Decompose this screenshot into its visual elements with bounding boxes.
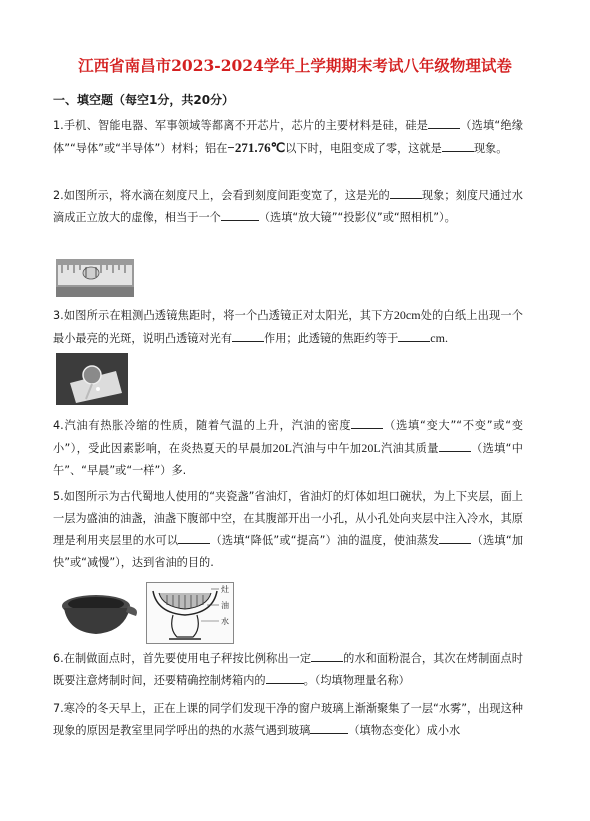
answer-blank[interactable] [232,329,264,342]
question-6: 6.在制做面点时，首先要使用电子秤按比例称出一定 的水和面粉混合，其次在烤制面点时既要注意烤制时间，还要精确控制烤箱内的 。（均填物理量名称） [53,648,523,692]
answer-blank[interactable] [442,139,474,152]
question-number: 1. [53,119,64,132]
temperature-value: −271.76℃ [227,140,286,155]
ruler-water-drop-figure [56,259,134,297]
question-number: 6. [53,652,64,665]
answer-blank[interactable] [310,721,348,734]
volume-value: 20L [361,441,381,455]
answer-blank[interactable] [178,531,210,544]
answer-blank[interactable] [390,186,422,199]
question-5: 5.如图所示为古代蜀地人使用的“夹瓷盏”省油灯，省油灯的灯体如坦口碗状，为上下夹层，面上一层为盛油的油盏，油盏下腹部中空，在其腹部开出一小孔，从小孔处向夹层中注入冷水，其原理是利用夹层里的水可以 （选填“降低”或“提高”）油的温度，使油蒸发 （选填“加快”或“减慢”），达到省油的目的. [53,490,524,569]
answer-blank[interactable] [221,208,259,221]
answer-blank[interactable] [351,416,383,429]
diagram-label-water: 水 [221,617,229,626]
answer-blank[interactable] [439,531,471,544]
question-7: 7.寒冷的冬天早上，正在上课的同学们发现干净的窗户玻璃上渐渐聚集了一层“水雾”，出现这种现象的原因是教室里同学呼出的热的水蒸气遇到玻璃 （填物态变化）成小水 [53,702,523,737]
question-2: 2.如图所示，将水滴在刻度尺上，会看到刻度间距变宽了，这是光的 现象；刻度尺通过水滴成正立放大的虚像，相当于一个 （选填“放大镜”“投影仪”或“照相机”）。 [53,185,523,229]
diagram-label-wick: 灶 [221,585,229,594]
question-number: 7. [53,702,64,715]
oil-lamp-photo [56,582,140,640]
question-4: 4.汽油有热胀冷缩的性质，随着气温的上升，汽油的密度 （选填“变大”“不变”或“变小”），受此因素影响，在炎热夏天的早晨加20L汽油与中午加20L汽油其质量 （选填“中午”、“早晨”或“一样”）多. [53,415,523,482]
lens-sunlight-figure [56,353,128,405]
answer-blank[interactable] [439,439,471,452]
question-number: 2. [53,189,64,202]
question-number: 3. [53,309,64,322]
exam-title: 江西省南昌市2023-2024学年上学期期末考试八年级物理试卷 [78,56,512,75]
answer-blank[interactable] [311,649,343,662]
answer-blank[interactable] [428,116,460,129]
volume-value: 20L [272,441,292,455]
question-3: 3.如图所示在粗测凸透镜焦距时，将一个凸透镜正对太阳光，其下方20cm处的白纸上出现一个最小最亮的光斑，说明凸透镜对光有 作用；此透镜的焦距约等于 cm. [53,308,523,345]
section-heading: 一、填空题（每空1分，共20分） [53,93,235,107]
distance-value: 20cm [393,308,421,322]
question-number: 4. [53,419,64,432]
answer-blank[interactable] [398,329,430,342]
question-1: 1.手机、智能电器、军事领域等都离不开芯片，芯片的主要材料是硅，硅是 （选填“绝缘体”“导体”或“半导体”）材料；铝在−271.76℃以下时，电阻变成了零，这就是 现象。 [53,115,523,160]
diagram-label-oil: 油 [221,601,229,610]
answer-blank[interactable] [266,671,304,684]
oil-lamp-diagram [146,582,234,644]
question-number: 5. [53,490,64,503]
